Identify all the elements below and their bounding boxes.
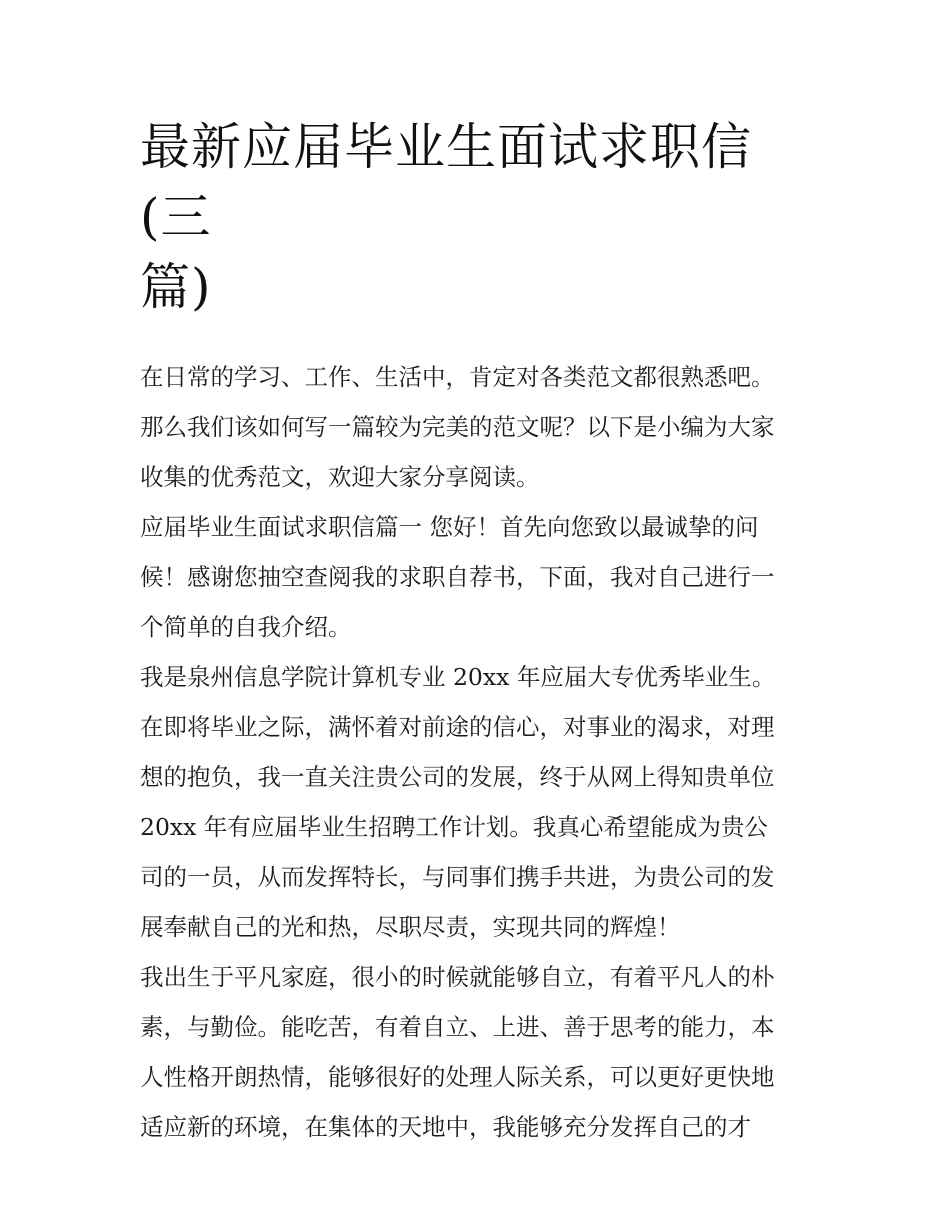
body-line: 候！感谢您抽空查阅我的求职自荐书，下面，我对自己进行一 (140, 563, 775, 591)
body-line: 我是泉州信息学院计算机专业 20xx 年应届大专优秀毕业生。 (140, 663, 776, 691)
body-line: 那么我们该如何写一篇较为完美的范文呢？以下是小编为大家 (140, 413, 775, 441)
body-line: 我出生于平凡家庭，很小的时候就能够自立，有着平凡人的朴 (140, 963, 775, 991)
document-content (140, 112, 812, 1152)
body-line: 司的一员，从而发挥特长，与同事们携手共进，为贵公司的发 (140, 863, 775, 891)
title-line: 最新应届毕业生面试求职信(三 (140, 118, 752, 246)
document-title (140, 112, 812, 322)
body-line: 在即将毕业之际，满怀着对前途的信心，对事业的渴求，对理 (140, 713, 775, 741)
body-line: 展奉献自己的光和热，尽职尽责，实现共同的辉煌！ (140, 913, 681, 941)
body-line: 20xx 年有应届毕业生招聘工作计划。我真心希望能成为贵公 (140, 813, 768, 841)
body-line: 收集的优秀范文，欢迎大家分享阅读。 (140, 463, 540, 491)
title-line: 篇) (140, 258, 212, 316)
body-line: 想的抱负，我一直关注贵公司的发展，终于从网上得知贵单位 (140, 763, 775, 791)
body-line: 素，与勤俭。能吃苦，有着自立、上进、善于思考的能力，本 (140, 1013, 775, 1041)
body-line: 人性格开朗热情，能够很好的处理人际关系，可以更好更快地 (140, 1063, 775, 1091)
body-line: 个简单的自我介绍。 (140, 613, 352, 641)
body-line: 在日常的学习、工作、生活中，肯定对各类范文都很熟悉吧。 (140, 363, 775, 391)
body-line: 应届毕业生面试求职信篇一 您好！首先向您致以最诚挚的问 (140, 513, 759, 541)
document-body (140, 352, 812, 1152)
body-line: 适应新的环境，在集体的天地中，我能够充分发挥自己的才 (140, 1113, 751, 1141)
